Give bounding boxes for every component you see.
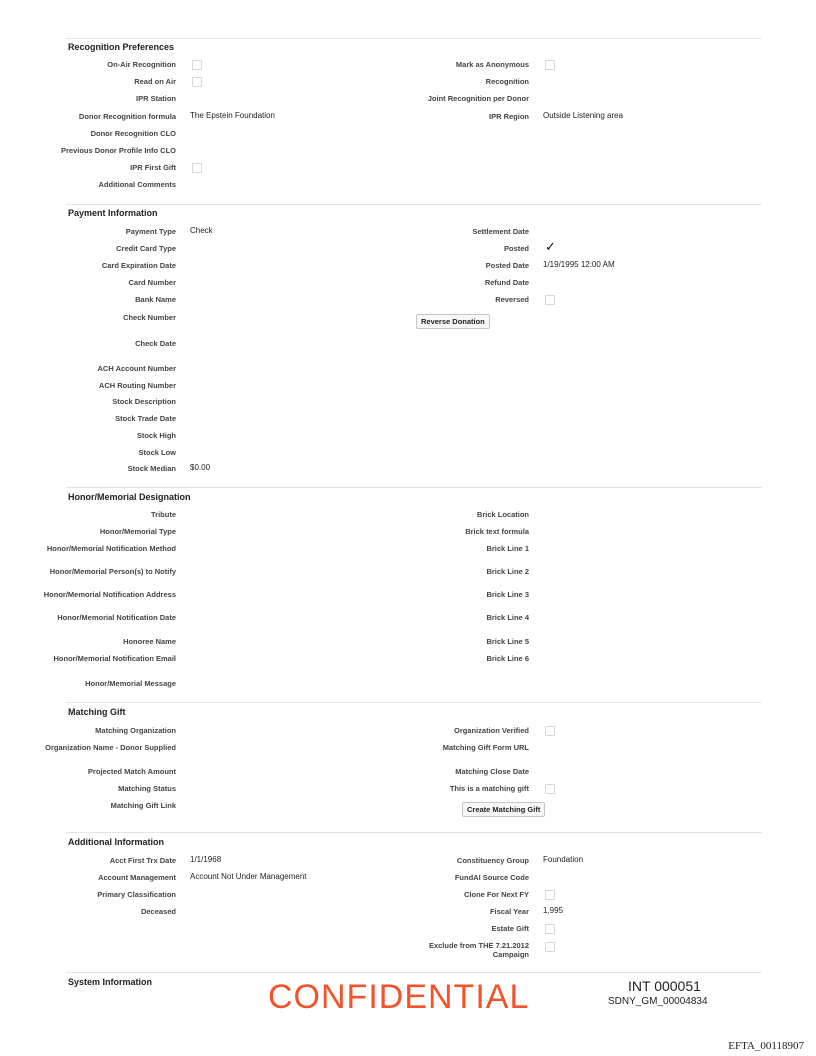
fiscal-year-value: 1,995 xyxy=(543,906,564,915)
field-label: Estate Gift xyxy=(491,924,529,933)
section-divider xyxy=(66,38,762,39)
field-label: Fiscal Year xyxy=(489,907,529,916)
int-bates-number: INT 000051 xyxy=(628,978,701,994)
exclude-campaign-checkbox[interactable] xyxy=(545,942,555,952)
field-label: Stock Description xyxy=(112,397,176,406)
field-label: Stock Low xyxy=(138,448,176,457)
field-label: Brick Line 2 xyxy=(486,567,529,576)
posted-date-value: 1/19/1995 12:00 AM xyxy=(543,260,615,269)
field-label: Honor/Memorial Person(s) to Notify xyxy=(49,567,176,576)
field-label: Constituency Group xyxy=(456,856,529,865)
field-label: Posted xyxy=(503,244,529,253)
field-label: Organization Name - Donor Supplied xyxy=(45,743,176,752)
on-air-recognition-checkbox[interactable] xyxy=(192,60,202,70)
section-divider xyxy=(66,204,762,205)
field-label: Projected Match Amount xyxy=(87,767,176,776)
confidential-stamp: CONFIDENTIAL xyxy=(268,978,530,1016)
acct-first-trx-date-value: 1/1/1968 xyxy=(190,855,222,864)
field-label: Organization Verified xyxy=(453,726,529,735)
estate-gift-checkbox[interactable] xyxy=(545,924,555,934)
reversed-checkbox[interactable] xyxy=(545,295,555,305)
matching-section-title: Matching Gift xyxy=(68,707,126,717)
field-label: Read on Air xyxy=(134,77,176,86)
field-label: Honor/Memorial Type xyxy=(99,527,176,536)
field-label: On-Air Recognition xyxy=(107,60,176,69)
field-label: Brick Location xyxy=(476,510,529,519)
clone-for-next-fy-checkbox[interactable] xyxy=(545,890,555,900)
field-label: IPR Region xyxy=(488,112,529,121)
field-label: FundAI Source Code xyxy=(454,873,529,882)
field-label: IPR First Gift xyxy=(130,163,176,172)
field-label: Brick text formula xyxy=(465,527,529,536)
system-section-title: System Information xyxy=(68,977,153,987)
field-label: Matching Close Date xyxy=(455,767,529,776)
field-label: Refund Date xyxy=(484,278,529,287)
field-label: Honor/Memorial Notification Address xyxy=(43,590,176,599)
field-label: Brick Line 3 xyxy=(486,590,529,599)
field-label: ACH Account Number xyxy=(97,364,176,373)
field-label: IPR Station xyxy=(135,94,176,103)
field-label: Brick Line 6 xyxy=(486,654,529,663)
section-divider xyxy=(66,972,762,973)
field-label: Primary Classification xyxy=(97,890,176,899)
field-label: ACH Routing Number xyxy=(98,381,176,390)
ipr-first-gift-checkbox[interactable] xyxy=(192,163,202,173)
reverse-donation-button[interactable]: Reverse Donation xyxy=(416,314,490,329)
field-label: Stock Median xyxy=(127,464,176,473)
field-label: Matching Status xyxy=(118,784,176,793)
field-label: Payment Type xyxy=(125,227,176,236)
field-label: Deceased xyxy=(140,907,176,916)
organization-verified-checkbox[interactable] xyxy=(545,726,555,736)
ipr-region-value: Outside Listening area xyxy=(543,111,624,120)
payment-type-value: Check xyxy=(190,226,213,235)
field-label: Card Expiration Date xyxy=(101,261,176,270)
mark-as-anonymous-checkbox[interactable] xyxy=(545,60,555,70)
sdny-bates-number: SDNY_GM_00004834 xyxy=(608,996,708,1007)
field-label: Card Number xyxy=(128,278,176,287)
field-label: Matching Gift Link xyxy=(110,801,176,810)
field-label: Acct First Trx Date xyxy=(109,856,176,865)
read-on-air-checkbox[interactable] xyxy=(192,77,202,87)
constituency-group-value: Foundation xyxy=(543,855,584,864)
field-label: Credit Card Type xyxy=(116,244,176,253)
create-matching-gift-button[interactable]: Create Matching Gift xyxy=(462,802,545,817)
section-divider xyxy=(66,702,762,703)
field-label: Honor/Memorial Notification Method xyxy=(46,544,176,553)
matching-gift-checkbox[interactable] xyxy=(545,784,555,794)
field-label: Posted Date xyxy=(485,261,529,270)
recognition-section-title: Recognition Preferences xyxy=(68,42,175,52)
section-divider xyxy=(66,487,762,488)
field-label: Honoree Name xyxy=(123,637,176,646)
field-label: Check Number xyxy=(123,313,176,322)
field-label: Previous Donor Profile Info CLO xyxy=(60,146,176,155)
field-label: Mark as Anonymous xyxy=(455,60,529,69)
section-divider xyxy=(66,832,762,833)
field-label: Bank Name xyxy=(135,295,176,304)
field-label: Recognition xyxy=(485,77,529,86)
field-label: Check Date xyxy=(135,339,176,348)
field-label: Clone For Next FY xyxy=(463,890,529,899)
field-label: Exclude from THE 7.21.2012 Campaign xyxy=(428,941,529,959)
field-label: Reversed xyxy=(495,295,529,304)
field-label: Honor/Memorial Notification Date xyxy=(57,613,176,622)
field-label: Brick Line 4 xyxy=(486,613,529,622)
field-label: Account Management xyxy=(98,873,176,882)
honor-section-title: Honor/Memorial Designation xyxy=(68,492,191,502)
efta-bates-number: EFTA_00118907 xyxy=(728,1040,804,1052)
field-label: This is a matching gift xyxy=(449,784,529,793)
donor-recognition-formula-value: The Epstein Foundation xyxy=(190,111,275,120)
field-label: Tribute xyxy=(150,510,176,519)
field-label: Joint Recognition per Donor xyxy=(427,94,529,103)
field-label: Brick Line 1 xyxy=(486,544,529,553)
field-label: Additional Comments xyxy=(98,180,176,189)
field-label: Stock Trade Date xyxy=(115,414,176,423)
field-label: Donor Recognition formula xyxy=(78,112,176,121)
field-label: Settlement Date xyxy=(472,227,529,236)
field-label: Matching Organization xyxy=(95,726,176,735)
account-management-value: Account Not Under Management xyxy=(190,872,307,881)
stock-median-value: $0.00 xyxy=(190,463,211,472)
field-label: Matching Gift Form URL xyxy=(442,743,529,752)
field-label: Honor/Memorial Notification Email xyxy=(53,654,176,663)
field-label: Stock High xyxy=(136,431,176,440)
field-label: Brick Line 5 xyxy=(486,637,529,646)
field-label: Honor/Memorial Message xyxy=(85,679,176,688)
payment-section-title: Payment Information xyxy=(68,208,158,218)
posted-check-icon: ✓ xyxy=(545,239,556,254)
additional-section-title: Additional Information xyxy=(68,837,164,847)
field-label: Donor Recognition CLO xyxy=(90,129,176,138)
